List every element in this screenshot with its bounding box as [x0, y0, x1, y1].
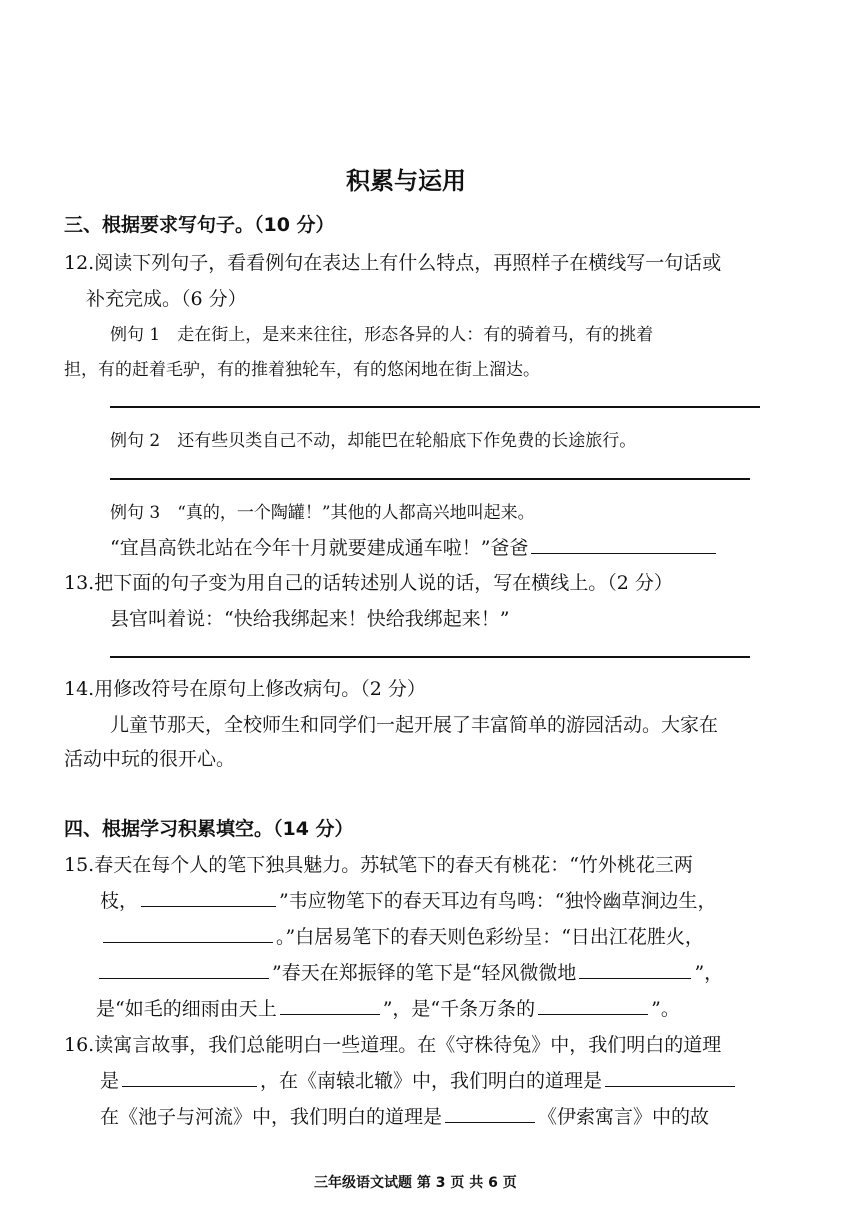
- q15-text-d: ”春天在郑振铎的笔下是“轻风微微地: [272, 962, 577, 984]
- answer-line-12b[interactable]: [110, 478, 750, 480]
- q16-text-d: 《伊索寓言》中的故: [538, 1106, 710, 1128]
- q16-text-c: 在《池子与河流》中，我们明白的道理是: [100, 1106, 443, 1128]
- example-2: 例句 2 还有些贝类自己不动，却能巴在轮船底下作免费的长途旅行。: [110, 431, 637, 451]
- example-3-prompt-text: “宜昌高铁北站在今年十月就要建成通车啦！”爸爸: [110, 537, 529, 559]
- answer-blank-15d[interactable]: [579, 960, 691, 979]
- question-15-line4: [96, 960, 723, 986]
- q15-text-b: ”韦应物笔下的春天耳边有鸟鸣：“独怜幽草涧边生，: [279, 890, 717, 912]
- question-14-sentence-line1[interactable]: 儿童节那天，全校师生和同学们一起开展了丰富简单的游园活动。大家在: [110, 714, 719, 736]
- q16-text-b: ，在《南辕北辙》中，我们明白的道理是: [260, 1070, 603, 1092]
- example-3: 例句 3 “真的，一个陶罐！”其他的人都高兴地叫起来。: [110, 503, 535, 523]
- question-15-line3: [100, 924, 704, 950]
- question-13-text: 13.把下面的句子变为用自己的话转述别人说的话，写在横线上。（2 分）: [64, 572, 673, 594]
- question-13-quote: 县官叫着说：“快给我绑起来！快给我绑起来！”: [110, 608, 510, 630]
- question-14-text: 14.用修改符号在原句上修改病句。（2 分）: [64, 678, 426, 700]
- page-footer: 三年级语文试题 第 3 页 共 6 页: [314, 1175, 517, 1191]
- question-16-text: 16.读寓言故事，我们总能明白一些道理。在《守株待兔》中，我们明白的道理: [64, 1034, 722, 1056]
- question-15-text: 15.春天在每个人的笔下独具魅力。苏轼笔下的春天有桃花：“竹外桃花三两: [64, 854, 693, 876]
- example-1-line2: 担，有的赶着毛驴，有的推着独轮车，有的悠闲地在街上溜达。: [64, 360, 540, 380]
- answer-blank-15b[interactable]: [103, 924, 273, 943]
- q16-text-a: 是: [100, 1070, 120, 1092]
- answer-line-13[interactable]: [110, 656, 750, 658]
- answer-blank-15f[interactable]: [538, 996, 648, 1015]
- question-12-text: 12.阅读下列句子，看看例句在表达上有什么特点，再照样子在横线写一句话或: [64, 252, 722, 274]
- answer-blank-15c[interactable]: [99, 960, 269, 979]
- answer-blank-15e[interactable]: [280, 996, 380, 1015]
- q15-text-e: ”，: [694, 962, 724, 984]
- question-16-line2: [100, 1068, 738, 1094]
- page-title: 积累与运用: [346, 167, 466, 195]
- q15-text-h: ”。: [651, 998, 680, 1020]
- question-16-line3: [100, 1104, 709, 1130]
- q15-text-c: 。”白居易笔下的春天则色彩纷呈：“日出江花胜火，: [276, 926, 704, 948]
- section-4-heading: 四、根据学习积累填空。（14 分）: [64, 818, 354, 840]
- answer-blank-15a[interactable]: [141, 888, 276, 907]
- q15-text-g: ”，是“千条万条的: [382, 998, 536, 1020]
- answer-blank-16c[interactable]: [445, 1104, 535, 1123]
- answer-blank-16a[interactable]: [122, 1068, 257, 1087]
- example-3-prompt: [110, 535, 719, 561]
- answer-blank-12c[interactable]: [531, 535, 716, 554]
- example-1-line1: 例句 1 走在街上，是来来往往，形态各异的人：有的骑着马，有的挑着: [110, 325, 654, 345]
- answer-line-12a[interactable]: [110, 406, 760, 408]
- q15-text-f: 是“如毛的细雨由天上: [96, 998, 277, 1020]
- question-14-sentence-line2[interactable]: 活动中玩的很开心。: [64, 748, 236, 770]
- question-15-line2: [100, 888, 716, 914]
- section-3-heading: 三、根据要求写句子。（10 分）: [64, 214, 335, 236]
- question-15-line5: [96, 996, 680, 1022]
- question-12-text-cont: 补充完成。（6 分）: [86, 288, 247, 310]
- q15-text-a: 枝，: [100, 890, 139, 912]
- answer-blank-16b[interactable]: [605, 1068, 735, 1087]
